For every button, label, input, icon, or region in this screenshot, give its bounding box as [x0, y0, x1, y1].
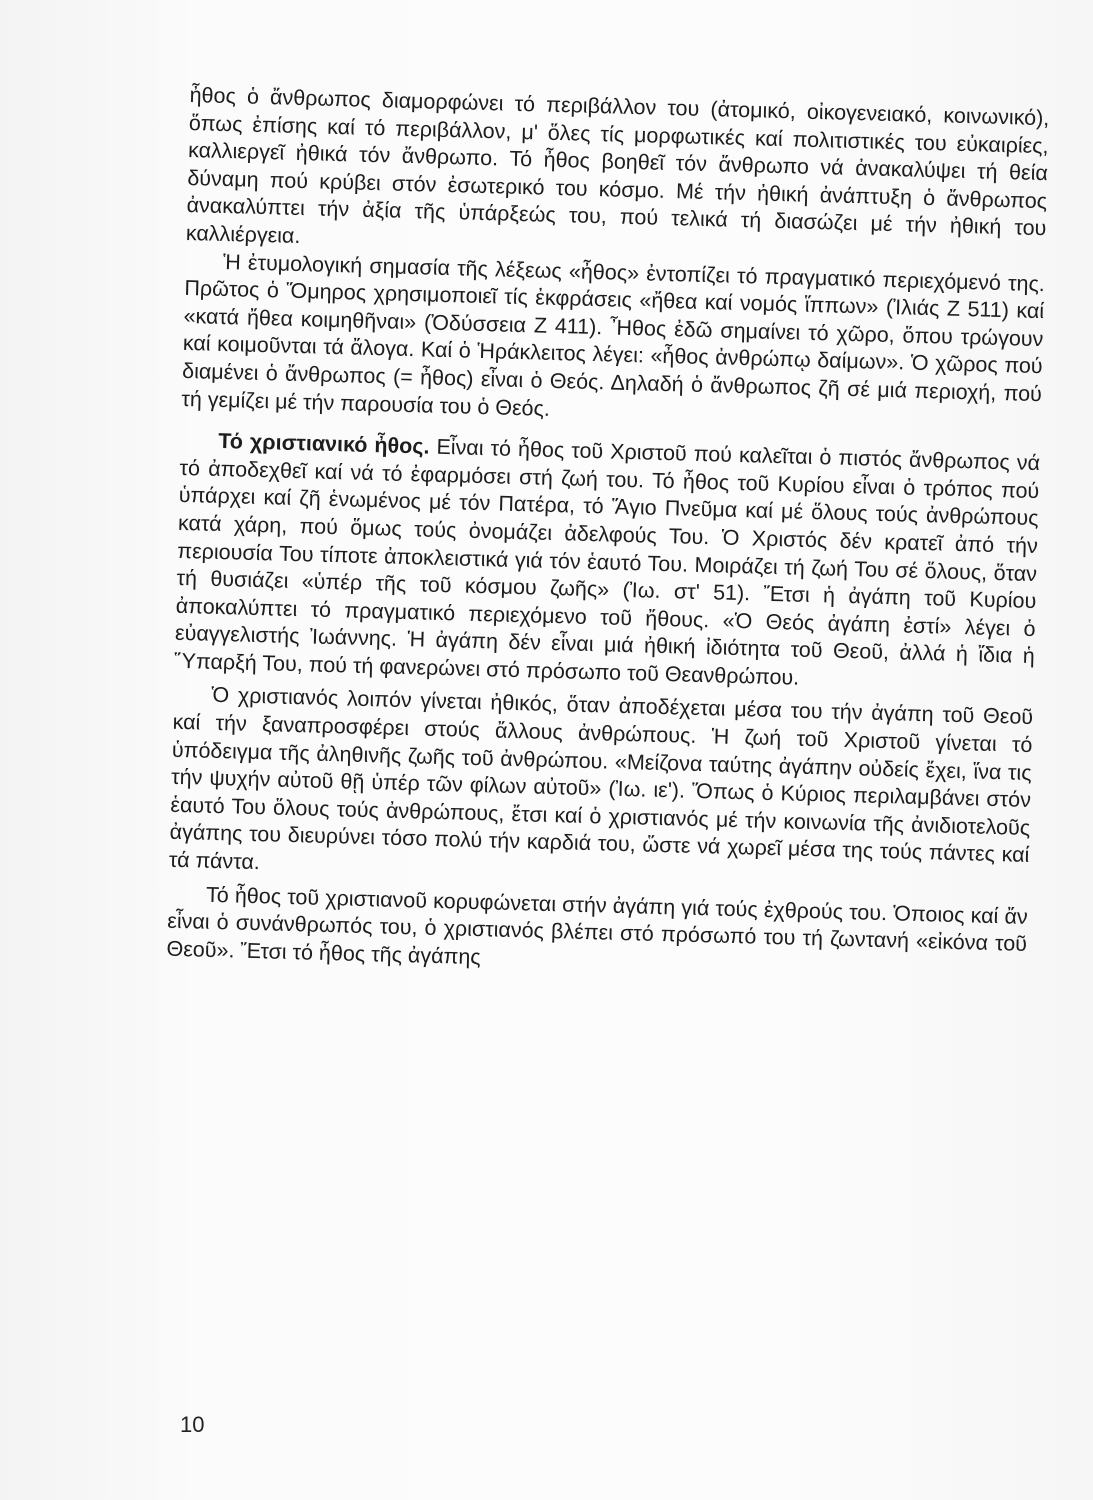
section-heading: Τό χριστιανικό ἦθος.	[217, 429, 430, 459]
paragraph-2: Ἡ ἐτυμολογική σημασία τῆς λέξεως «ἦθος» ἐντοπίζει τό πραγματικό περιεχόμενό της. Πρῶτος ὁ Ὅμηρος χρησιμοποιεῖ τίς ἐκφράσεις «ἤθεα καί νομός ἵππων» (Ἰλιάς Ζ 511) καί «κατά ἤθεα κοιμηθῆναι» (Ὀδύσσεια Ζ 411). Ἦθος ἐδῶ σημαίνει τό χῶρο, ὅπου τρώγουν καί κοιμοῦνται τά ἄλογα. Καί ὁ Ἡράκλειτος λέγει: «ἦθος ἀνθρώπῳ δαίμων». Ὁ χῶρος πού διαμένει ὁ ἄνθρωπος (= ἦθος) εἶναι ὁ Θεός. Δηλαδή ὁ ἄνθρωπος ζῆ σέ μιά περιοχή, πού τή γεμίζει μέ τήν παρουσία του ὁ Θεός.	[181, 249, 1046, 421]
page-text	[166, 82, 1050, 986]
page-number: 10	[180, 1412, 205, 1437]
paragraph-1: ἦθος ὁ ἄνθρωπος διαμορφώνει τό περιβάλλον του (ἀτομικό, οἰκογενειακό, κοινωνικό), ὅπως ἐπίσης καί τό περιβάλλον, μ' ὅλες τίς μορφωτικές καί πολιτιστικές του εὐκαιρίες, καλλιεργεῖ ἠθικά τόν ἄνθρωπο. Τό ἦθος βοηθεῖ τόν ἄνθρωπο νά ἀνακαλύψει τή θεία δύναμη πού κρύβει στόν ἐσωτερικό του κόσμο. Μέ τήν ἠθική ἀνάπτυξη ὁ ἄνθρωπος ἀνακαλύπτει τήν ἀξία τῆς ὑπάρξεώς του, πού τελικά τή διασώζει μέ τήν ἠθική του καλλιέργεια.	[185, 82, 1050, 249]
paragraph-5: Τό ἦθος τοῦ χριστιανοῦ κορυφώνεται στήν ἀγάπη γιά τούς ἐχθρούς του. Ὁποιος καί ἄν εἶναι ὁ συνάνθρωπός του, ὁ χριστιανός βλέπει στό πρόσωπό του τή ζωντανή «εἰκόνα τοῦ Θεοῦ». Ἔτσι τό ἦθος τῆς ἀγάπης	[166, 882, 1029, 969]
paragraph-4: Ὁ χριστιανός λοιπόν γίνεται ἠθικός, ὅταν ἀποδέχεται μέσα του τήν ἀγάπη τοῦ Θεοῦ καί τήν ξαναπροσφέρει στούς ἄλλους ἀνθρώπους. Ἡ ζωή τοῦ Χριστοῦ γίνεται τό ὑπόδειγμα τῆς ἀληθινῆς ζωῆς τοῦ ἀνθρώπου. «Μείζονα ταύτης ἀγάπην οὐδείς ἔχει, ἵνα τις τήν ψυχήν αὐτοῦ θῇ ὑπέρ τῶν φίλων αὐτοῦ» (Ἰω. ιε'). Ὅπως ὁ Κύριος περιλαμβάνει στόν ἑαυτό Του ὅλους τούς ἀνθρώπους, ἔτσι καί ὁ χριστιανός μέ τήν κοινωνία τῆς ἀνιδιοτελοῦς ἀγάπης του διευρύνει τόσο πολύ τήν καρδιά του, ὥστε νά χωρεῖ μέσα της τούς πάντες καί τά πάντα.	[168, 683, 1034, 875]
paragraph-3	[174, 427, 1040, 699]
paragraph-3-body: Εἶναι τό ἦθος τοῦ Χριστοῦ πού καλεῖται ὁ πιστός ἄνθρωπος νά τό ἀποδεχθεῖ καί νά τό ἐφαρμόσει στή ζωή του. Τό ἦθος τοῦ Κυρίου εἶναι ὁ τρόπος πού ὑπάρχει καί ζῆ ἑνωμένος μέ τόν Πατέρα, τό Ἅγιο Πνεῦμα καί μέ ὅλους τούς ἀνθρώπους κατά χάρη, πού ὅμως τούς ὀνομάζει ἀδελφούς Του. Ὁ Χριστός δέν κρατεῖ ἀπό τήν περιουσία Του τίποτε ἀποκλειστικά γιά τόν ἑαυτό Του. Μοιράζει τή ζωή Του σέ ὅλους, ὅταν τή θυσιάζει «ὑπέρ τῆς τοῦ κόσμου ζωῆς» (Ἰω. στ' 51). Ἔτσι ἡ ἀγάπη τοῦ Κυρίου ἀποκαλύπτει τό πραγματικό περιεχόμενο τοῦ ἤθους. «Ὁ Θεός ἀγάπη ἐστί» λέγει ὁ εὐαγγελιστής Ἰωάννης. Ἡ ἀγάπη δέν εἶναι μιά ἠθική ἰδιότητα τοῦ Θεοῦ, ἀλλά ἡ ἴδια ἡ Ὕπαρξή Του, πού τή φανερώνει στό πρόσωπο τοῦ Θεανθρώπου.	[174, 434, 1041, 690]
